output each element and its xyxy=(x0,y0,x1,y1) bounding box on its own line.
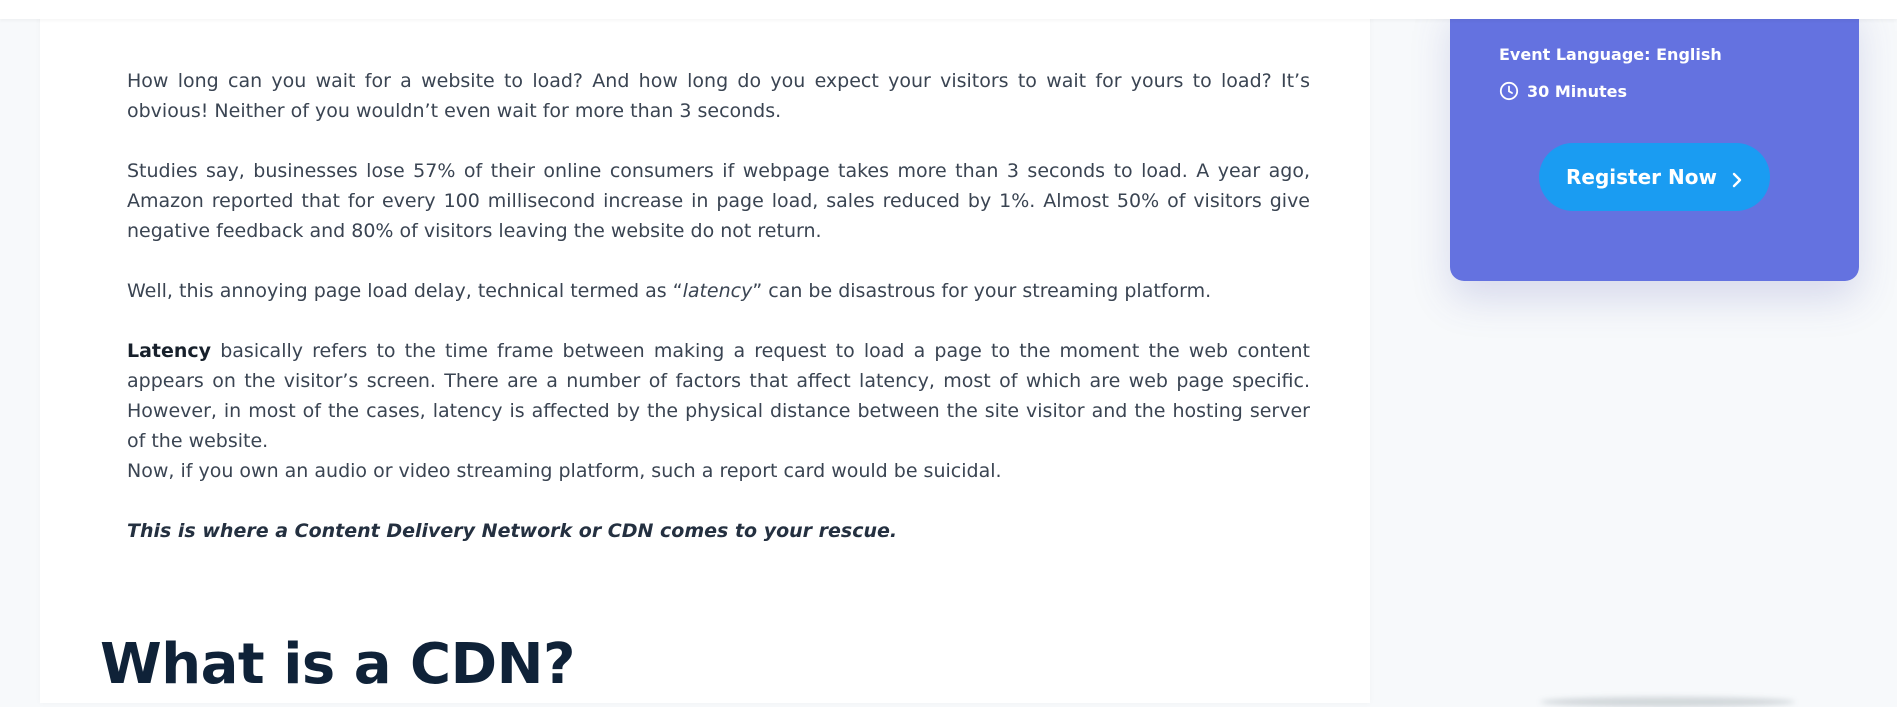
event-duration xyxy=(1499,81,1627,101)
event-language: Event Language: English xyxy=(1499,45,1722,64)
top-bar xyxy=(0,0,1897,19)
floating-element-shadow xyxy=(1540,697,1795,707)
section-heading: What is a CDN? xyxy=(100,632,575,697)
event-card xyxy=(1450,0,1859,281)
latency-intro-text: Well, this annoying page load delay, technical termed as “ xyxy=(127,280,683,302)
register-button-label: Register Now xyxy=(1566,165,1717,189)
latency-definition-text: basically refers to the time frame between making a request to load a page to the moment the web content appears on the visitor’s screen. There are a number of factors that affect latency, most of which are web page specific. However, in most of the cases, latency is affected by the physical distance between the site visitor and the hosting server of the website. xyxy=(127,340,1310,452)
latency-intro-text-end: ” can be disastrous for your streaming platform. xyxy=(752,280,1212,302)
statistics-paragraph: Studies say, businesses lose 57% of their online consumers if webpage takes more than 3 seconds to load. A year ago, Amazon reported that for every 100 millisecond increase in page load, sales reduced by 1%. Almost 50% of visitors give negative feedback and 80% of visitors leaving the website do not return. xyxy=(127,160,1310,242)
clock-icon xyxy=(1499,81,1519,101)
streaming-paragraph: Now, if you own an audio or video streaming platform, such a report card would be suicidal. xyxy=(127,460,1002,482)
article-content xyxy=(40,0,1370,703)
latency-keyword: Latency xyxy=(127,340,212,362)
register-now-button[interactable] xyxy=(1539,143,1770,211)
latency-intro-paragraph xyxy=(127,276,1310,306)
cdn-rescue-text: This is where a Content Delivery Network or CDN comes to your rescue. xyxy=(127,520,898,542)
chevron-right-icon xyxy=(1731,169,1743,185)
intro-paragraph: How long can you wait for a website to load? And how long do you expect your visitors to wait for yours to load? It’s obvious! Neither of you wouldn’t even wait for more than 3 seconds. xyxy=(127,70,1310,122)
latency-definition-paragraph xyxy=(127,336,1310,456)
latency-term: latency xyxy=(682,280,753,302)
cdn-rescue-paragraph xyxy=(127,516,1310,546)
duration-label: 30 Minutes xyxy=(1527,81,1628,101)
